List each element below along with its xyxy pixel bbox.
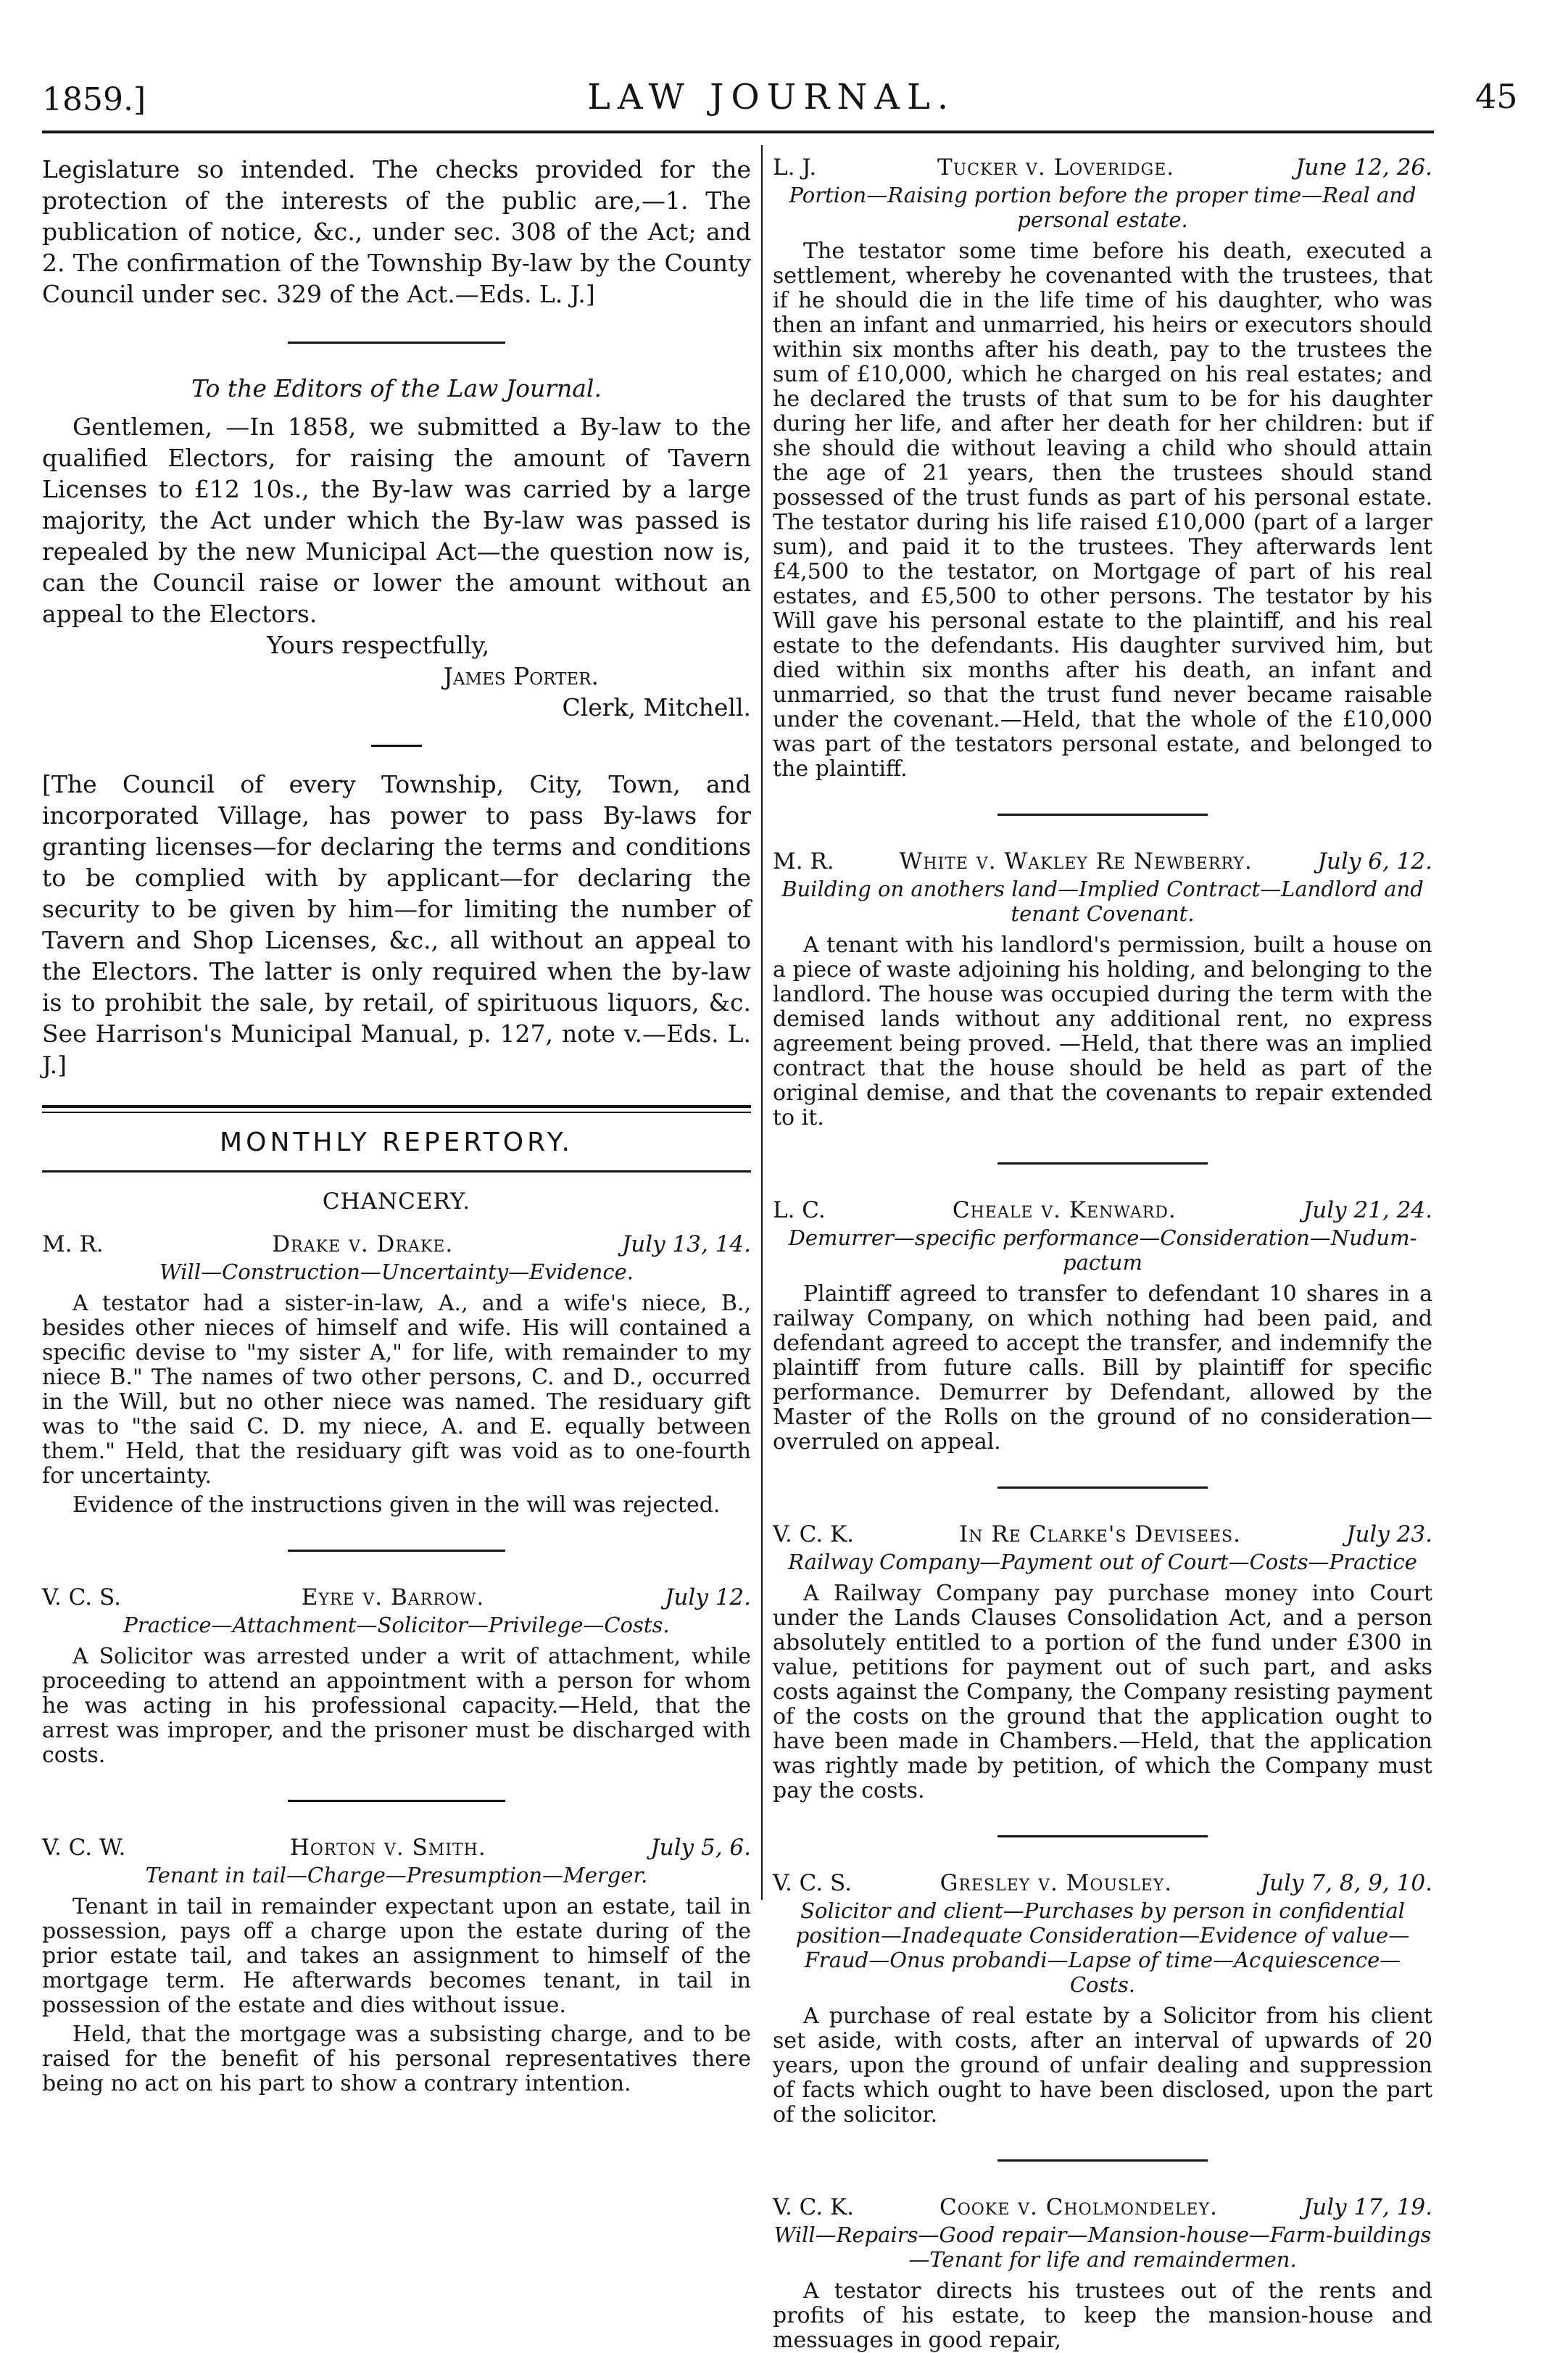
case-court: L. C. — [773, 1197, 826, 1223]
case-topic: Will—Repairs—Good repair—Mansion-house—Farm-buildings—Tenant for life and remaindermen. — [773, 2222, 1432, 2272]
column-divider — [761, 145, 763, 1900]
editor-note: Legislature so intended. The checks provided for the protection of the interests of the public are,—1. The publication of notice, &c., under sec. 308 of the Act; and 2. The confirmation of the Township By-law by the County Council under sec. 329 of the Act.—Eds. L. J.] — [42, 155, 751, 308]
chancery-title: CHANCERY. — [322, 1188, 471, 1215]
case-topic: Portion—Raising portion before the proper time—Real and personal estate. — [789, 183, 1416, 232]
case-rule — [288, 1550, 505, 1552]
repertory-rule — [42, 1170, 751, 1173]
case-court: V. C. K. — [773, 2194, 855, 2220]
case-name: Gresley v. Mousley. — [939, 1870, 1173, 1896]
case-drake — [42, 1231, 751, 1518]
letter-signer: James Porter. — [443, 662, 599, 690]
case-name: Tucker v. Loveridge. — [937, 154, 1175, 181]
running-head-year: 1859.] — [42, 81, 146, 118]
case-topic: Railway Company—Payment out of Court—Costs—Practice — [788, 1550, 1417, 1574]
case-clarke — [773, 1521, 1432, 1803]
case-date: July 5, 6. — [650, 1835, 751, 1861]
case-topic: Demurrer—specific performance—Consideration—Nudum-pactum — [788, 1225, 1417, 1275]
case-court: V. C. S. — [42, 1584, 121, 1610]
running-head-title: LAW JOURNAL. — [587, 77, 956, 117]
letter-body: Gentlemen, —In 1858, we submitted a By-law to the qualified Electors, for raising the amount of Tavern Licenses to £12 10s., the By-law was carried by a large majority, the Act under which the By-law was passed is repealed by the new Municipal Act—the question now is, can the Council raise or lower the amount without an appeal to the Electors. — [42, 413, 751, 628]
case-rule — [997, 2159, 1208, 2162]
case-topic: Building on anothers land—Implied Contract—Landlord and tenant Covenant. — [781, 877, 1424, 926]
case-cooke — [773, 2193, 1432, 2353]
case-paragraph: A testator directs his trustees out of the rents and profits of his estate, to keep the mansion-house and messuages in good repair, — [773, 2278, 1432, 2353]
editor-reply: [The Council of every Township, City, Town, and incorporated Village, has power to pass By-laws for granting licenses—for declaring the terms and conditions to be complied with by applicant—for declaring the security to be given by him—for limiting the number of Tavern and Shop Licenses, &c., all without an appeal to the Electors. The latter is only required when the by-law is to prohibit the sale, by retail, of spirituous liquors, &c. See Harrison's Municipal Manual, p. 127, note v.—Eds. L. J.] — [42, 770, 751, 1079]
case-name: Cooke v. Cholmondeley. — [939, 2194, 1218, 2220]
case-date: July 13, 14. — [621, 1231, 751, 1257]
case-paragraph: The testator some time before his death, executed a settlement, whereby he covenanted with the trustees, that if he should die in the life time of his daughter, who was then an infant and unmarried, his heirs or executors should within six months after his death, pay to the trustees the sum of £10,000, which he charged on his real estates; and he declared the trusts of that sum to be for his daughter during her life, and after her death for her children: but if she should die without leaving a child who should attain the age of 21 years, then the trustees should stand possessed of the trust funds as part of his personal estate. The testator during his life raised £10,000 (part of a larger sum), and paid it to the trustees. They afterwards lent £4,500 to the testator, on Mortgage of part of his real estates, and £5,500 to other persons. The testator by his Will gave his personal estate to the plaintiff, and his real estate to the defendants. His daughter survived him, but died within six months after his death, an infant and unmarried, so that the trust fund never became raisable under the covenant.—Held, that the whole of the £10,000 was part of the testators personal estate, and belonged to the plaintiff. — [773, 239, 1432, 782]
case-name: White v. Wakley Re Newberry. — [899, 848, 1253, 874]
case-court: M. R. — [773, 848, 834, 874]
case-topic: Will—Construction—Uncertainty—Evidence. — [159, 1260, 634, 1284]
case-paragraph: A Solicitor was arrested under a writ of attachment, while proceeding to attend an appointment with a person for whom he was acting in his professional capacity.—Held, that the arrest was improper, and the prisoner must be discharged with costs. — [42, 1644, 751, 1768]
case-header — [773, 1869, 1432, 1897]
case-date: July 6, 12. — [1317, 848, 1432, 874]
case-cheale — [773, 1196, 1432, 1455]
case-paragraph: A Railway Company pay purchase money into Court under the Lands Clauses Consolidation Act, and a person absolutely entitled to a portion of the fund under £300 in value, petitions for payment out of such part, and asks costs against the Company, the Company resisting payment of the costs on the ground that the application ought to have been made in Chambers.—Held, that the application was rightly made by petition, of which the Company must pay the costs. — [773, 1581, 1432, 1803]
case-header — [42, 1584, 751, 1611]
case-court: V. C. W. — [42, 1835, 126, 1861]
case-header — [42, 1231, 751, 1258]
case-topic: Solicitor and client—Purchases by person in confidential position—Inadequate Consideration—Evidence of value—Fraud—Onus probandi—Lapse of time—Acquiescence—Costs. — [795, 1898, 1410, 1997]
case-court: V. C. K. — [773, 1521, 855, 1547]
case-court: M. R. — [42, 1231, 104, 1257]
case-header — [42, 1834, 751, 1861]
case-gresley — [773, 1869, 1432, 2127]
case-header — [773, 154, 1432, 181]
case-paragraph: Evidence of the instructions given in the will was rejected. — [72, 1492, 721, 1518]
case-date: July 17, 19. — [1303, 2194, 1432, 2220]
case-name: Horton v. Smith. — [289, 1835, 486, 1861]
running-head-page: 45 — [1475, 77, 1518, 116]
case-date: July 7, 8, 9, 10. — [1260, 1870, 1432, 1896]
case-paragraph: Held, that the mortgage was a subsisting charge, and to be raised for the benefit of his personal representatives there being no act on his part to show a contrary intention. — [42, 2022, 751, 2096]
case-header — [773, 1521, 1432, 1548]
case-rule — [288, 1800, 505, 1802]
right-column — [773, 154, 1432, 2353]
case-court: V. C. S. — [773, 1870, 852, 1896]
case-topic: Tenant in tail—Charge—Presumption—Merger. — [145, 1863, 648, 1887]
case-date: July 21, 24. — [1303, 1197, 1432, 1223]
case-paragraph: Tenant in tail in remainder expectant upon an estate, tail in possession, pays off a charge upon the estate during of the prior estate tail, and takes an assignment to himself of the mortgage term. He afterwards becomes tenant, in tail in possession of the estate and dies without issue. — [42, 1894, 751, 2018]
case-rule — [997, 1835, 1208, 1837]
letter-closing: Yours respectfully, — [267, 631, 490, 659]
case-name: Cheale v. Kenward. — [952, 1197, 1177, 1223]
case-court: L. J. — [773, 154, 817, 181]
case-name: Eyre v. Barrow. — [301, 1584, 485, 1610]
case-horton — [42, 1834, 751, 2096]
case-header — [773, 2193, 1432, 2221]
repertory-title: MONTHLY REPERTORY. — [220, 1128, 573, 1157]
case-white — [773, 848, 1432, 1130]
case-rule — [997, 1486, 1208, 1489]
double-rule — [42, 1105, 751, 1113]
header-rule — [42, 131, 1434, 133]
short-rule — [371, 745, 422, 747]
case-date: July 12. — [665, 1584, 751, 1610]
case-rule — [997, 1162, 1208, 1165]
case-name: In Re Clarke's Devisees. — [959, 1521, 1241, 1547]
case-paragraph: A testator had a sister-in-law, A., and a wife's niece, B., besides other nieces of himself and wife. His will contained a specific devise to "my sister A," for life, with remainder to my niece B." The names of two other persons, C. and D., occurred in the Will, but no other niece was named. The residuary gift was to "the said C. D. my niece, A. and E. equally between them." Held, that the residuary gift was void as to one-fourth for uncertainty. — [42, 1291, 751, 1489]
case-header — [773, 1196, 1432, 1224]
case-name: Drake v. Drake. — [272, 1231, 454, 1257]
case-paragraph: Plaintiff agreed to transfer to defendant 10 shares in a railway Company, on which nothing had been paid, and defendant agreed to accept the transfer, and indemnify the plaintiff from future calls. Bill by plaintiff for specific performance. Demurrer by Defendant, allowed by the Master of the Rolls on the ground of no consideration—overruled on appeal. — [773, 1281, 1432, 1455]
case-date: July 23. — [1346, 1521, 1432, 1547]
case-header — [773, 848, 1432, 875]
section-rule — [288, 342, 505, 344]
case-date: June 12, 26. — [1295, 154, 1432, 181]
case-paragraph: A purchase of real estate by a Solicitor from his client set aside, with costs, after an interval of upwards of 20 years, upon the ground of unfair dealing and suppression of facts which ought to have been disclosed, upon the part of the solicitor. — [773, 2003, 1432, 2127]
case-topic: Practice—Attachment—Solicitor—Privilege—Costs. — [123, 1613, 670, 1637]
case-paragraph: A tenant with his landlord's permission, built a house on a piece of waste adjoining his holding, and belonging to the landlord. The house was occupied during the term with the demised lands without any additional rent, no express agreement being proved. —Held, that there was an implied contract that the house should be held as part of the original demise, and that the covenants to repair extended to it. — [773, 932, 1432, 1130]
letter-office: Clerk, Mitchell. — [562, 693, 751, 721]
case-tucker — [773, 154, 1432, 782]
case-eyre — [42, 1584, 751, 1768]
left-column — [42, 154, 751, 2096]
letter-heading: To the Editors of the Law Journal. — [191, 374, 602, 402]
case-rule — [997, 814, 1208, 816]
